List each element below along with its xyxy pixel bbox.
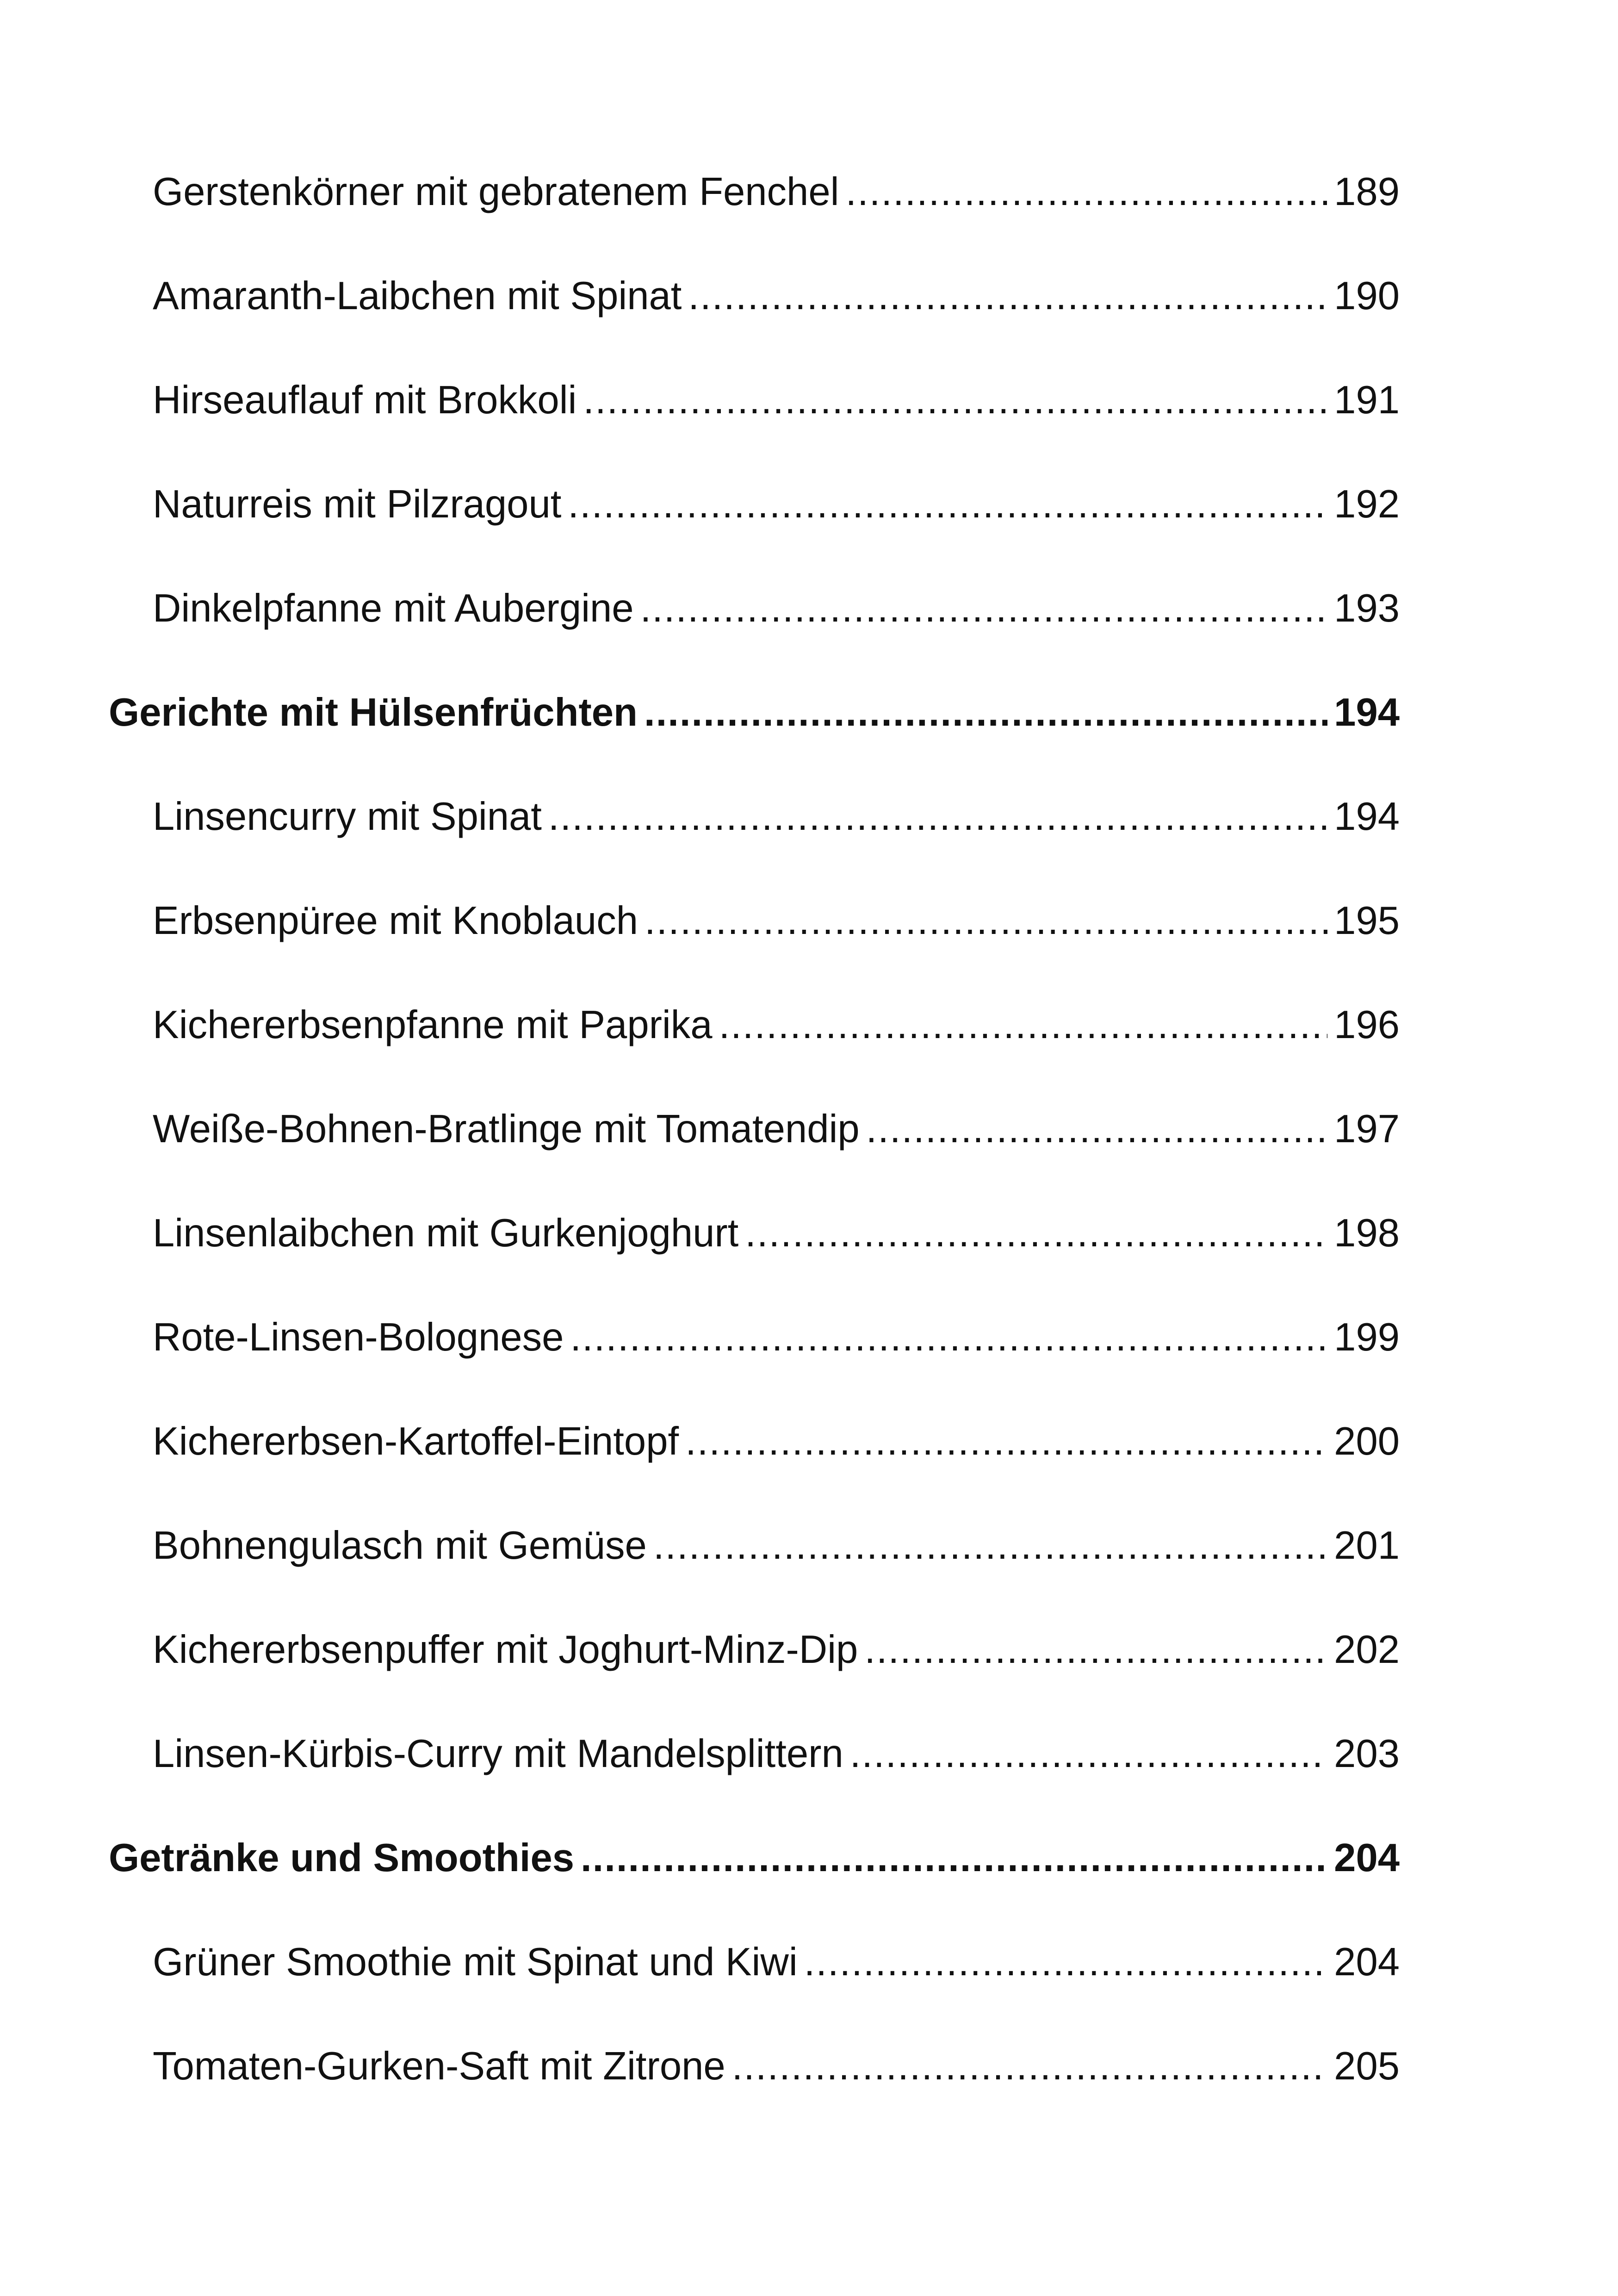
toc-entry-page: 202 (1334, 1628, 1400, 1672)
dot-leader (581, 1828, 1327, 1888)
toc-entry-page: 201 (1334, 1524, 1400, 1568)
toc-entry-title: Linsen-Kürbis-Curry mit Mandelsplittern (153, 1732, 843, 1776)
dot-leader (732, 2036, 1328, 2097)
toc-entry[interactable] (153, 1307, 1400, 1368)
toc-entry[interactable] (153, 1516, 1400, 1576)
toc-entry-page: 196 (1334, 1003, 1400, 1047)
toc-entry-page: 205 (1334, 2044, 1400, 2088)
toc-entry-page: 195 (1334, 899, 1400, 943)
toc-entry-page: 199 (1334, 1315, 1400, 1359)
dot-leader (568, 474, 1327, 535)
toc-entry[interactable] (153, 787, 1400, 847)
toc-entry-page: 192 (1334, 482, 1400, 526)
toc-entry[interactable] (153, 2036, 1400, 2097)
toc-entry-title: Hirseauflauf mit Brokkoli (153, 378, 577, 422)
toc-entry-page: 193 (1334, 586, 1400, 630)
toc-section-heading[interactable] (109, 683, 1400, 743)
toc-entry[interactable] (153, 1099, 1400, 1159)
dot-leader (644, 683, 1327, 743)
toc-entry-title: Gerstenkörner mit gebratenem Fenchel (153, 170, 839, 214)
toc-entry-title: Bohnengulasch mit Gemüse (153, 1524, 647, 1568)
dot-leader (645, 891, 1327, 951)
toc-entry-title: Rote-Linsen-Bolognese (153, 1315, 564, 1359)
toc-entry-title: Dinkelpfanne mit Aubergine (153, 586, 634, 630)
toc-entry-title: Kichererbsen-Kartoffel-Eintopf (153, 1419, 679, 1463)
toc-entry-page: 194 (1334, 691, 1400, 734)
dot-leader (570, 1307, 1327, 1368)
toc-entry-page: 191 (1334, 378, 1400, 422)
toc-entry[interactable] (153, 162, 1400, 222)
toc-entry-title: Kichererbsenpfanne mit Paprika (153, 1003, 713, 1047)
toc-entry[interactable] (153, 474, 1400, 535)
toc-entry-page: 190 (1334, 274, 1400, 318)
dot-leader (864, 1620, 1327, 1680)
dot-leader (850, 1724, 1327, 1784)
toc-entry[interactable] (153, 995, 1400, 1055)
toc-entry[interactable] (153, 579, 1400, 639)
toc-entry-page: 204 (1334, 1836, 1400, 1880)
toc-entry[interactable] (153, 266, 1400, 326)
toc-entry-title: Weiße-Bohnen-Bratlinge mit Tomatendip (153, 1107, 860, 1151)
toc-section-heading[interactable] (109, 1828, 1400, 1888)
dot-leader (845, 162, 1327, 222)
toc-entry-title: Kichererbsenpuffer mit Joghurt-Minz-Dip (153, 1628, 858, 1672)
dot-leader (719, 995, 1328, 1055)
toc-entry-title: Amaranth-Laibchen mit Spinat (153, 274, 682, 318)
toc-entry-page: 189 (1334, 170, 1400, 214)
toc-entry[interactable] (153, 1932, 1400, 1992)
toc-entry-title: Gerichte mit Hülsenfrüchten (109, 691, 638, 734)
toc-entry-page: 197 (1334, 1107, 1400, 1151)
toc-entry[interactable] (153, 370, 1400, 430)
toc-entry-title: Naturreis mit Pilzragout (153, 482, 562, 526)
toc-entry-title: Getränke und Smoothies (109, 1836, 575, 1880)
dot-leader (688, 266, 1327, 326)
toc-entry-title: Linsencurry mit Spinat (153, 795, 542, 839)
toc-entry-page: 200 (1334, 1419, 1400, 1463)
toc-entry-page: 198 (1334, 1211, 1400, 1255)
toc-entry-page: 194 (1334, 795, 1400, 839)
toc-entry[interactable] (153, 1203, 1400, 1263)
dot-leader (583, 370, 1327, 430)
toc-entry-title: Grüner Smoothie mit Spinat und Kiwi (153, 1940, 798, 1984)
toc-entry[interactable] (153, 1620, 1400, 1680)
toc-entry-title: Linsenlaibchen mit Gurkenjoghurt (153, 1211, 739, 1255)
dot-leader (866, 1099, 1328, 1159)
dot-leader (685, 1412, 1327, 1472)
dot-leader (653, 1516, 1327, 1576)
dot-leader (640, 579, 1328, 639)
toc-entry-title: Erbsenpüree mit Knoblauch (153, 899, 638, 943)
toc-entry-page: 203 (1334, 1732, 1400, 1776)
toc-entry[interactable] (153, 1412, 1400, 1472)
toc-entry[interactable] (153, 1724, 1400, 1784)
toc-entry-page: 204 (1334, 1940, 1400, 1984)
dot-leader (804, 1932, 1327, 1992)
dot-leader (548, 787, 1327, 847)
toc-entry[interactable] (153, 891, 1400, 951)
toc-entry-title: Tomaten-Gurken-Saft mit Zitrone (153, 2044, 725, 2088)
dot-leader (745, 1203, 1327, 1263)
